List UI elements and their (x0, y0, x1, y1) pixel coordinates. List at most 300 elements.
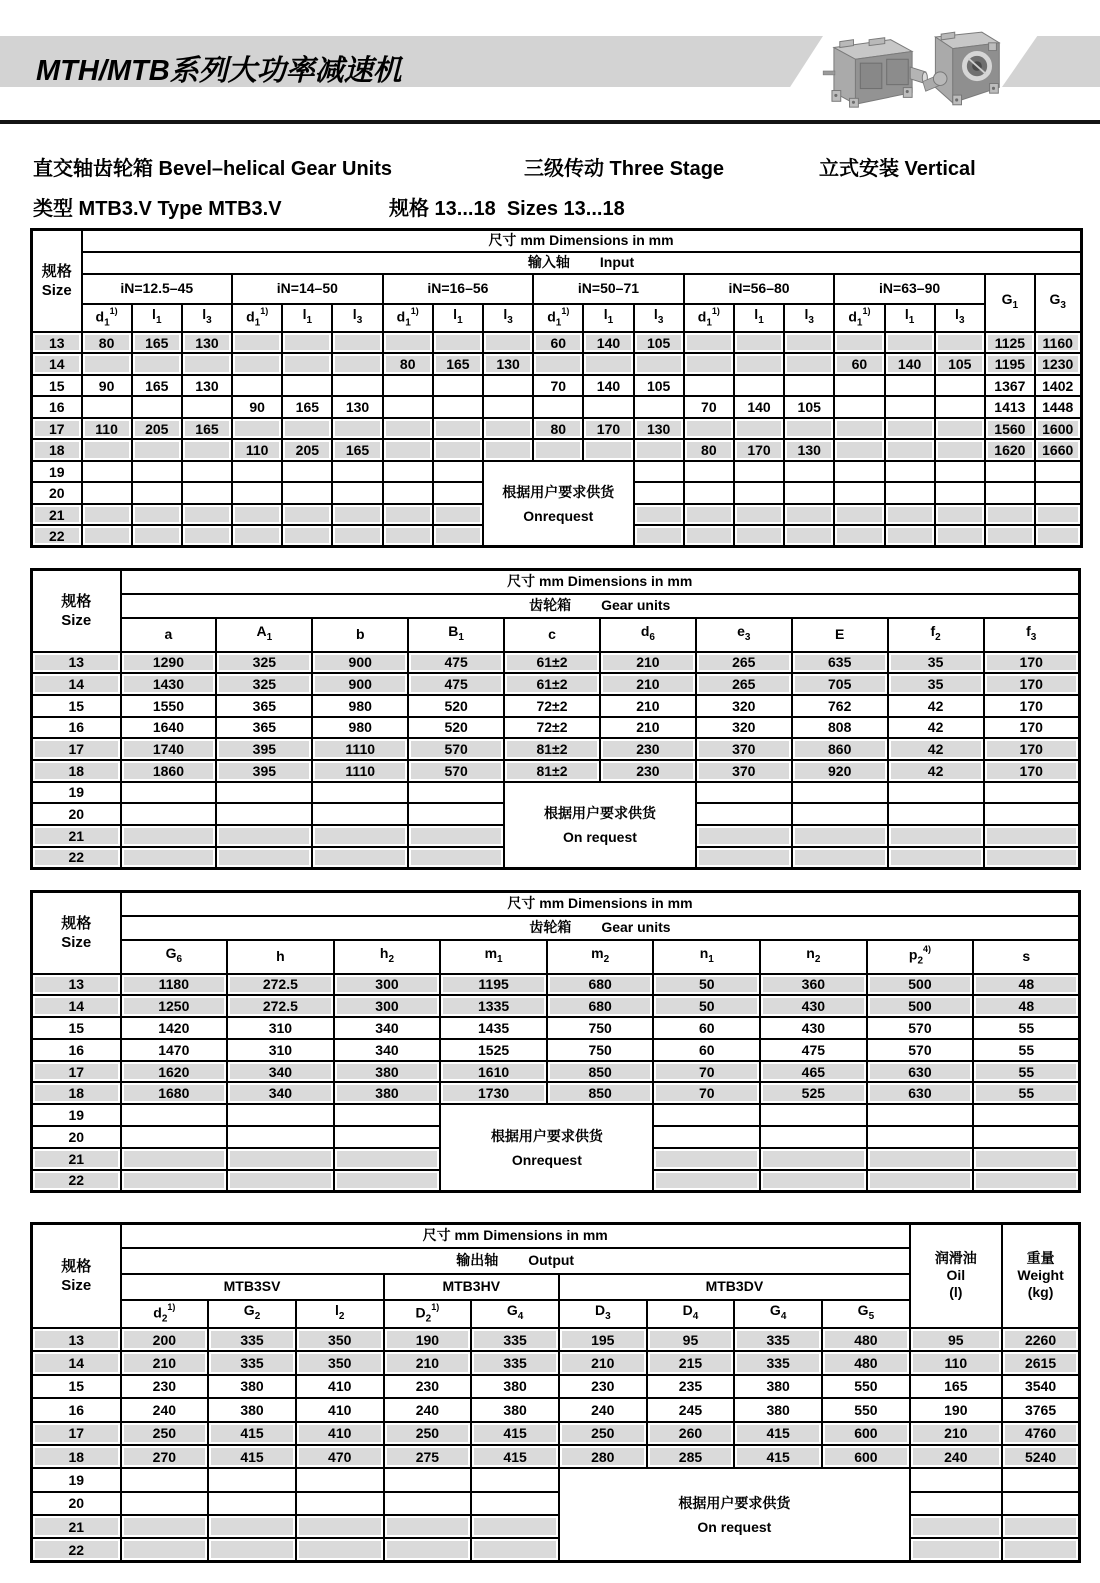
data-cell (227, 1148, 334, 1170)
data-cell (634, 482, 684, 504)
data-cell (132, 525, 182, 547)
size-cell: 17 (32, 418, 82, 440)
data-cell: 170 (583, 418, 633, 440)
data-cell (634, 439, 684, 461)
ratio-group-header: MTB3SV (121, 1274, 384, 1300)
data-cell (227, 1104, 334, 1126)
size-cell: 21 (32, 825, 121, 847)
size-cell: 14 (32, 673, 121, 695)
data-cell (1002, 1492, 1080, 1515)
size-cell: 13 (32, 332, 82, 354)
data-cell (433, 482, 483, 504)
column-header: $f_3$ (984, 618, 1080, 652)
data-cell: 250 (559, 1422, 647, 1445)
data-cell: 95 (910, 1328, 1002, 1351)
data-cell (734, 525, 784, 547)
data-cell (384, 1538, 472, 1561)
data-cell: 240 (384, 1398, 472, 1421)
data-cell: 165 (910, 1375, 1002, 1398)
data-cell (216, 825, 312, 847)
data-cell (1035, 504, 1081, 526)
data-cell (784, 504, 834, 526)
data-cell (935, 525, 985, 547)
data-cell (935, 332, 985, 354)
data-cell (734, 482, 784, 504)
column-header: $n_1$ (653, 940, 760, 974)
data-cell (533, 439, 583, 461)
size-cell: 17 (32, 738, 121, 760)
data-cell (282, 353, 332, 375)
data-cell: 430 (760, 1017, 867, 1039)
data-cell: 415 (734, 1422, 822, 1445)
size-cell: 19 (32, 1468, 121, 1491)
data-cell (634, 353, 684, 375)
column-header: $l_1$ (734, 304, 784, 332)
data-cell (910, 1538, 1002, 1561)
data-cell (332, 332, 382, 354)
data-cell: 215 (647, 1351, 735, 1374)
data-cell: 380 (471, 1375, 559, 1398)
data-cell (471, 1515, 559, 1538)
size-cell: 21 (32, 504, 82, 526)
data-cell: 1640 (121, 717, 217, 739)
data-cell (935, 461, 985, 483)
column-header: $m_1$ (440, 940, 547, 974)
data-cell: 570 (408, 760, 504, 782)
data-cell (867, 1126, 974, 1148)
column-header: $l_1$ (583, 304, 633, 332)
data-cell: 475 (408, 652, 504, 674)
data-cell: 380 (334, 1082, 441, 1104)
data-cell: 475 (408, 673, 504, 695)
data-cell (132, 461, 182, 483)
data-cell: 705 (792, 673, 888, 695)
column-header: h (227, 940, 334, 974)
data-cell: 70 (533, 375, 583, 397)
data-cell (433, 439, 483, 461)
data-cell (132, 396, 182, 418)
ratio-group-header: iN=14–50 (232, 274, 383, 304)
data-cell: 680 (547, 974, 654, 996)
data-cell (121, 1126, 228, 1148)
column-header: $D_4$ (647, 1300, 735, 1328)
data-cell: 81±2 (504, 760, 600, 782)
data-cell: 340 (227, 1082, 334, 1104)
data-cell: 42 (888, 695, 984, 717)
data-cell: 410 (296, 1375, 384, 1398)
data-cell: 1180 (121, 974, 228, 996)
data-cell: 380 (208, 1398, 296, 1421)
data-cell: 110 (232, 439, 282, 461)
data-cell (1002, 1515, 1080, 1538)
intro-stages: 三级传动 Three Stage (524, 158, 725, 180)
data-cell: 520 (408, 695, 504, 717)
data-cell: 415 (471, 1445, 559, 1468)
data-cell (734, 504, 784, 526)
data-cell (784, 332, 834, 354)
data-cell: 600 (822, 1445, 910, 1468)
size-column-header: 规格 Size (32, 892, 121, 974)
data-cell: 2615 (1002, 1351, 1080, 1374)
data-cell: 55 (973, 1061, 1080, 1083)
data-cell: 105 (784, 396, 834, 418)
data-cell: 1600 (1035, 418, 1081, 440)
data-cell (132, 439, 182, 461)
column-header: $l_3$ (634, 304, 684, 332)
data-cell: 415 (208, 1422, 296, 1445)
data-cell (1002, 1538, 1080, 1561)
data-cell (885, 418, 935, 440)
data-cell: 1560 (985, 418, 1035, 440)
data-cell (384, 1468, 472, 1491)
data-cell: 550 (822, 1398, 910, 1421)
data-cell: 210 (384, 1351, 472, 1374)
data-cell (82, 461, 132, 483)
data-cell: 250 (384, 1422, 472, 1445)
data-cell (471, 1492, 559, 1515)
size-cell: 21 (32, 1515, 121, 1538)
data-cell: 630 (867, 1061, 974, 1083)
column-header: $l_3$ (935, 304, 985, 332)
size-cell: 16 (32, 1039, 121, 1061)
data-cell (634, 504, 684, 526)
data-cell: 1110 (312, 760, 408, 782)
data-cell (792, 782, 888, 804)
data-cell (232, 353, 282, 375)
data-cell: 850 (547, 1082, 654, 1104)
section-header: 输入轴 Input (82, 252, 1082, 274)
data-cell: 170 (984, 717, 1080, 739)
data-cell (121, 782, 217, 804)
data-cell (182, 461, 232, 483)
size-column-header: 规格 Size (32, 570, 121, 652)
data-cell: 272.5 (227, 995, 334, 1017)
data-cell: 1413 (985, 396, 1035, 418)
data-cell (984, 825, 1080, 847)
data-cell (653, 1126, 760, 1148)
column-header: $d_2^{1)}$ (121, 1300, 209, 1328)
data-cell (734, 375, 784, 397)
data-cell: 80 (684, 439, 734, 461)
data-cell: 235 (647, 1375, 735, 1398)
size-column-header: 规格 Size (32, 230, 82, 332)
data-cell (684, 332, 734, 354)
data-cell: 1335 (440, 995, 547, 1017)
ratio-group-header: iN=50–71 (533, 274, 684, 304)
data-cell (483, 332, 533, 354)
data-cell: 42 (888, 717, 984, 739)
data-cell (383, 418, 433, 440)
data-cell (332, 375, 382, 397)
data-cell: 340 (334, 1039, 441, 1061)
column-header: $G_5$ (822, 1300, 910, 1328)
data-cell (82, 482, 132, 504)
data-cell (132, 482, 182, 504)
data-cell: 1448 (1035, 396, 1081, 418)
size-cell: 14 (32, 1351, 121, 1374)
data-cell (734, 418, 784, 440)
column-header: a (121, 618, 217, 652)
data-cell: 762 (792, 695, 888, 717)
data-cell: 395 (216, 738, 312, 760)
data-cell: 1730 (440, 1082, 547, 1104)
data-cell (973, 1126, 1080, 1148)
data-cell (232, 332, 282, 354)
intro-gear-type: 直交轴齿轮箱 Bevel–helical Gear Units (33, 158, 393, 180)
data-cell (684, 504, 734, 526)
data-cell: 285 (647, 1445, 735, 1468)
data-cell (182, 525, 232, 547)
data-cell: 195 (559, 1328, 647, 1351)
data-cell (332, 418, 382, 440)
data-cell: 70 (684, 396, 734, 418)
data-cell (121, 1468, 209, 1491)
data-cell (935, 504, 985, 526)
data-cell (121, 1515, 209, 1538)
on-request-note: 根据用户要求供货 Onrequest (440, 1104, 653, 1191)
data-cell: 365 (216, 717, 312, 739)
data-cell (533, 353, 583, 375)
size-cell: 15 (32, 1375, 121, 1398)
data-cell: 140 (583, 332, 633, 354)
data-cell (784, 482, 834, 504)
data-cell: 920 (792, 760, 888, 782)
data-cell: 80 (82, 332, 132, 354)
data-cell (760, 1170, 867, 1192)
data-cell (332, 482, 382, 504)
data-cell: 1550 (121, 695, 217, 717)
data-cell (282, 418, 332, 440)
column-header: $l_3$ (784, 304, 834, 332)
data-cell (121, 825, 217, 847)
data-cell: 335 (471, 1351, 559, 1374)
intro-mounting: 立式安装 Vertical (819, 158, 976, 180)
data-cell: 325 (216, 673, 312, 695)
intro-sizes: 规格 13...18 Sizes 13...18 (389, 198, 625, 220)
data-cell: 130 (634, 418, 684, 440)
data-cell: 60 (834, 353, 884, 375)
data-cell: 415 (734, 1445, 822, 1468)
data-cell (121, 1104, 228, 1126)
data-cell: 600 (822, 1422, 910, 1445)
size-cell: 13 (32, 652, 121, 674)
size-cell: 22 (32, 525, 82, 547)
data-cell (312, 847, 408, 869)
data-cell: 130 (784, 439, 834, 461)
data-cell: 42 (888, 760, 984, 782)
data-cell: 320 (696, 695, 792, 717)
data-cell (296, 1538, 384, 1561)
data-cell: 210 (600, 673, 696, 695)
data-cell (408, 825, 504, 847)
data-cell: 1367 (985, 375, 1035, 397)
data-cell: 380 (734, 1398, 822, 1421)
data-cell (216, 847, 312, 869)
data-cell: 570 (867, 1017, 974, 1039)
data-cell (653, 1170, 760, 1192)
data-cell (885, 375, 935, 397)
data-cell: 520 (408, 717, 504, 739)
data-cell (483, 439, 533, 461)
data-cell (182, 504, 232, 526)
data-cell: 395 (216, 760, 312, 782)
column-header: $d_1^{1)}$ (834, 304, 884, 332)
data-cell: 130 (483, 353, 533, 375)
data-cell: 1470 (121, 1039, 228, 1061)
gear-unit-dimensions-table-1 (30, 568, 1081, 870)
data-cell: 980 (312, 717, 408, 739)
data-cell (121, 1148, 228, 1170)
data-cell (408, 782, 504, 804)
data-cell: 230 (600, 760, 696, 782)
data-cell (208, 1492, 296, 1515)
data-cell (935, 375, 985, 397)
data-cell (935, 439, 985, 461)
data-cell: 90 (82, 375, 132, 397)
data-cell: 630 (867, 1082, 974, 1104)
data-cell (834, 332, 884, 354)
data-cell: 570 (408, 738, 504, 760)
data-cell (332, 525, 382, 547)
data-cell (885, 525, 935, 547)
column-header: E (792, 618, 888, 652)
data-cell (82, 504, 132, 526)
data-cell (132, 504, 182, 526)
data-cell (433, 461, 483, 483)
data-cell (232, 418, 282, 440)
data-cell (834, 375, 884, 397)
data-cell (121, 1170, 228, 1192)
data-cell: 320 (696, 717, 792, 739)
gear-unit-dimensions-table-2 (30, 890, 1081, 1193)
data-cell: 170 (984, 695, 1080, 717)
data-cell (208, 1538, 296, 1561)
data-cell (121, 847, 217, 869)
data-cell (1035, 525, 1081, 547)
column-header: $d_6$ (600, 618, 696, 652)
data-cell (384, 1492, 472, 1515)
data-cell: 81±2 (504, 738, 600, 760)
data-cell (792, 847, 888, 869)
size-column-header: 规格 Size (32, 1224, 121, 1328)
size-cell: 20 (32, 1492, 121, 1515)
data-cell: 110 (910, 1351, 1002, 1374)
data-cell: 1230 (1035, 353, 1081, 375)
data-cell: 310 (227, 1017, 334, 1039)
data-cell: 90 (232, 396, 282, 418)
data-cell: 1250 (121, 995, 228, 1017)
data-cell: 300 (334, 995, 441, 1017)
data-cell: 850 (547, 1061, 654, 1083)
data-cell (182, 396, 232, 418)
size-cell: 22 (32, 847, 121, 869)
data-cell: 230 (121, 1375, 209, 1398)
data-cell (792, 803, 888, 825)
data-cell (232, 482, 282, 504)
data-cell: 1525 (440, 1039, 547, 1061)
size-cell: 14 (32, 353, 82, 375)
column-header: $l_1$ (132, 304, 182, 332)
data-cell (433, 504, 483, 526)
data-cell: 860 (792, 738, 888, 760)
ratio-group-header: MTB3DV (559, 1274, 910, 1300)
data-cell: 1435 (440, 1017, 547, 1039)
tail-column-header: $G_3$ (1035, 274, 1081, 332)
data-cell (583, 439, 633, 461)
data-cell (792, 825, 888, 847)
data-cell (483, 418, 533, 440)
data-cell (433, 525, 483, 547)
data-cell: 310 (227, 1039, 334, 1061)
data-cell: 380 (471, 1398, 559, 1421)
data-cell: 480 (822, 1328, 910, 1351)
size-cell: 20 (32, 803, 121, 825)
data-cell (867, 1148, 974, 1170)
data-cell (973, 1104, 1080, 1126)
data-cell: 42 (888, 738, 984, 760)
column-header: $G_6$ (121, 940, 228, 974)
data-cell: 1290 (121, 652, 217, 674)
data-cell: 140 (734, 396, 784, 418)
data-cell: 245 (647, 1398, 735, 1421)
data-cell: 210 (600, 695, 696, 717)
column-header: $G_2$ (208, 1300, 296, 1328)
data-cell: 300 (334, 974, 441, 996)
dimensions-header: 尺寸 mm Dimensions in mm (82, 230, 1082, 252)
data-cell: 360 (760, 974, 867, 996)
column-header: $l_3$ (483, 304, 533, 332)
data-cell (182, 439, 232, 461)
data-cell (227, 1126, 334, 1148)
data-cell (634, 396, 684, 418)
data-cell: 210 (121, 1351, 209, 1374)
data-cell (684, 525, 734, 547)
data-cell (696, 847, 792, 869)
data-cell: 50 (653, 974, 760, 996)
data-cell: 430 (760, 995, 867, 1017)
data-cell: 72±2 (504, 695, 600, 717)
data-cell (583, 396, 633, 418)
data-cell: 2260 (1002, 1328, 1080, 1351)
column-header: $d_1^{1)}$ (383, 304, 433, 332)
data-cell (282, 525, 332, 547)
column-header: $f_2$ (888, 618, 984, 652)
data-cell (885, 482, 935, 504)
size-cell: 20 (32, 482, 82, 504)
data-cell (834, 396, 884, 418)
data-cell (408, 847, 504, 869)
data-cell (760, 1104, 867, 1126)
data-cell: 3540 (1002, 1375, 1080, 1398)
column-header: $A_1$ (216, 618, 312, 652)
data-cell (985, 504, 1035, 526)
data-cell (332, 504, 382, 526)
data-cell: 165 (132, 375, 182, 397)
data-cell: 1420 (121, 1017, 228, 1039)
data-cell: 200 (121, 1328, 209, 1351)
data-cell: 170 (984, 652, 1080, 674)
data-cell: 165 (182, 418, 232, 440)
data-cell (232, 525, 282, 547)
data-cell: 265 (696, 673, 792, 695)
data-cell: 275 (384, 1445, 472, 1468)
data-cell (384, 1515, 472, 1538)
data-cell (282, 504, 332, 526)
column-header: s (973, 940, 1080, 974)
data-cell: 1195 (440, 974, 547, 996)
data-cell (282, 332, 332, 354)
data-cell (433, 375, 483, 397)
